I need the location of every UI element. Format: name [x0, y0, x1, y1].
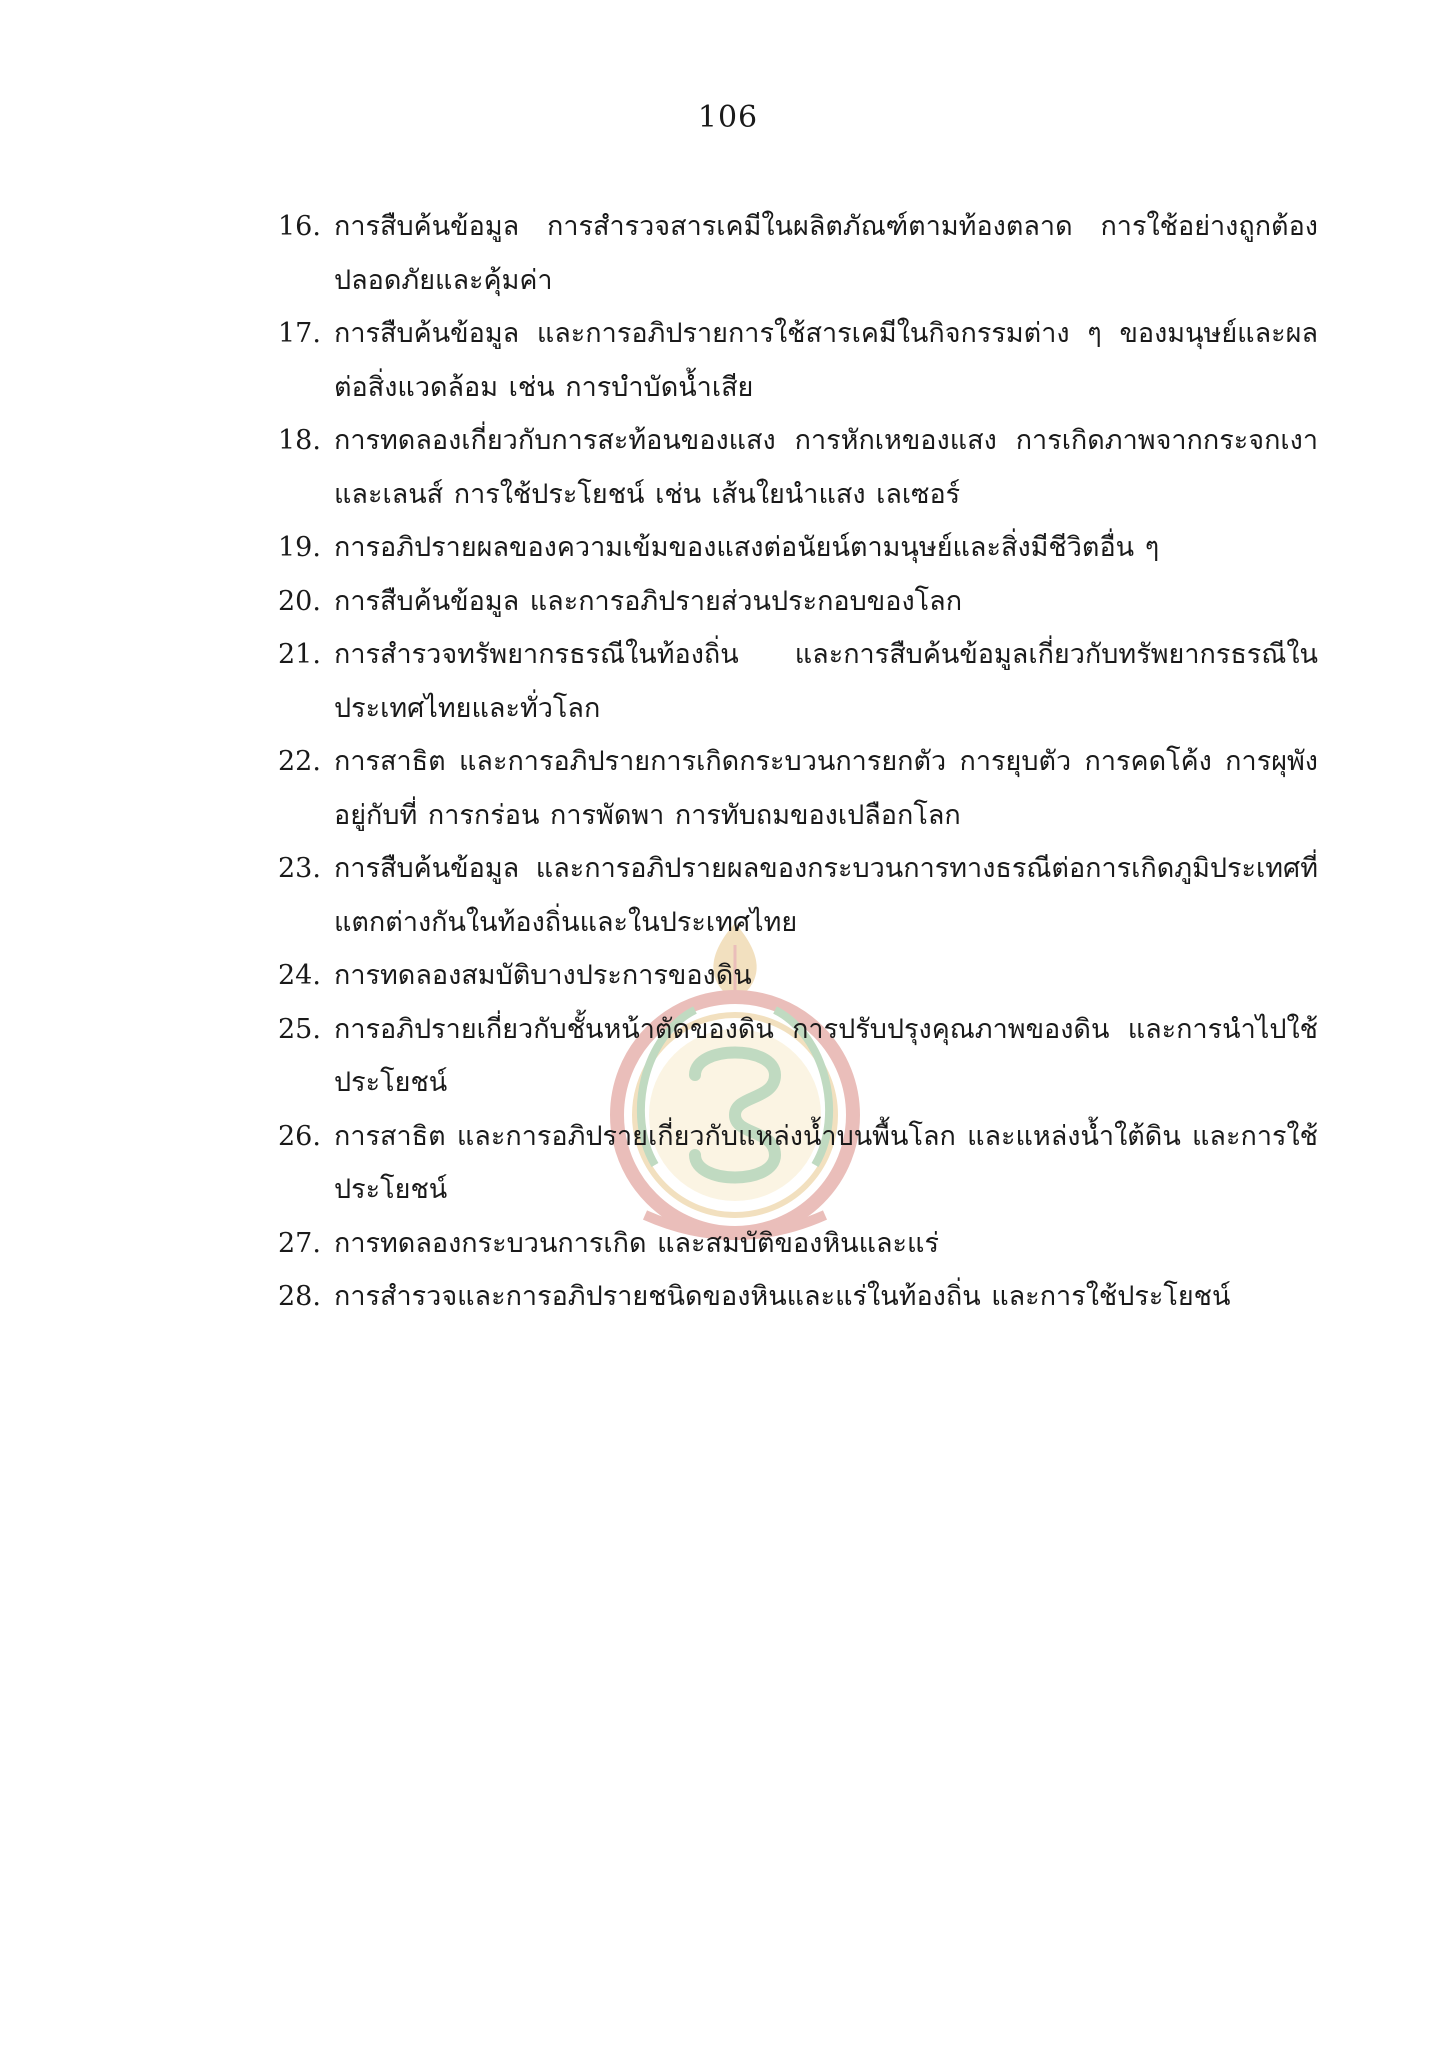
item-number: 24. [278, 960, 321, 991]
page-number: 106 [697, 100, 759, 135]
list-item [278, 575, 1318, 629]
list-item [278, 628, 1318, 735]
item-number: 28. [278, 1281, 321, 1312]
list-item [278, 307, 1318, 414]
item-number: 23. [278, 853, 321, 884]
item-text: การสืบค้นข้อมูล และการอภิปรายผลของกระบวนการทางธรณีต่อการเกิดภูมิประเทศที่แตกต่างกันในท้องถิ่นและในประเทศไทย [334, 853, 1318, 938]
item-text: การอภิปรายเกี่ยวกับชั้นหน้าตัดของดิน การปรับปรุงคุณภาพของดิน และการนำไปใช้ประโยชน์ [334, 1013, 1318, 1098]
item-number: 21. [278, 639, 321, 670]
item-number: 25. [278, 1013, 321, 1045]
list-item [278, 842, 1318, 949]
item-text: การทดลองสมบัติบางประการของดิน [334, 960, 752, 991]
item-text: การทดลองกระบวนการเกิด และสมบัติของหินและแร่ [334, 1227, 939, 1259]
item-number: 20. [278, 585, 321, 617]
list-item [278, 1003, 1318, 1110]
list-item [278, 1110, 1318, 1217]
item-text: การอภิปรายผลของความเข้มของแสงต่อนัยน์ตามนุษย์และสิ่งมีชีวิตอื่น ๆ [334, 532, 1160, 563]
item-text: การสาธิต และการอภิปรายเกี่ยวกับแหล่งน้ำบนพื้นโลก และแหล่งน้ำใต้ดิน และการใช้ประโยชน์ [334, 1120, 1318, 1205]
item-text: การทดลองเกี่ยวกับการสะท้อนของแสง การหักเหของแสง การเกิดภาพจากกระจกเงาและเลนส์ การใช้ประโยชน์ เช่น เส้นใยนำแสง เลเซอร์ [334, 425, 1318, 510]
list-item [278, 414, 1318, 521]
item-number: 17. [278, 318, 321, 349]
item-text: การสาธิต และการอภิปรายการเกิดกระบวนการยกตัว การยุบตัว การคดโค้ง การผุพังอยู่กับที่ การกร่อน การพัดพา การทับถมของเปลือกโลก [334, 746, 1318, 831]
item-number: 16. [278, 211, 321, 242]
list-item [278, 1270, 1318, 1324]
item-text: การสืบค้นข้อมูล และการอภิปรายส่วนประกอบของโลก [334, 585, 963, 617]
list-item [278, 735, 1318, 842]
item-text: การสำรวจทรัพยากรธรณีในท้องถิ่น และการสืบค้นข้อมูลเกี่ยวกับทรัพยากรธรณีในประเทศไทยและทั่วโลก [334, 639, 1318, 724]
list-item [278, 949, 1318, 1003]
content-list [278, 200, 1318, 1324]
item-text: การสืบค้นข้อมูล และการอภิปรายการใช้สารเคมีในกิจกรรมต่าง ๆ ของมนุษย์และผลต่อสิ่งแวดล้อม เช่น การบำบัดน้ำเสีย [334, 318, 1318, 403]
item-number: 18. [278, 425, 321, 456]
item-number: 27. [278, 1227, 321, 1259]
list-item [278, 1217, 1318, 1271]
item-number: 22. [278, 746, 321, 777]
item-text: การสืบค้นข้อมูล การสำรวจสารเคมีในผลิตภัณฑ์ตามท้องตลาด การใช้อย่างถูกต้องปลอดภัยและคุ้มค่า [334, 211, 1318, 296]
item-text: การสำรวจและการอภิปรายชนิดของหินและแร่ในท้องถิ่น และการใช้ประโยชน์ [334, 1281, 1231, 1312]
item-number: 26. [278, 1120, 321, 1152]
list-item [278, 200, 1318, 307]
item-number: 19. [278, 532, 321, 563]
list-item [278, 521, 1318, 575]
